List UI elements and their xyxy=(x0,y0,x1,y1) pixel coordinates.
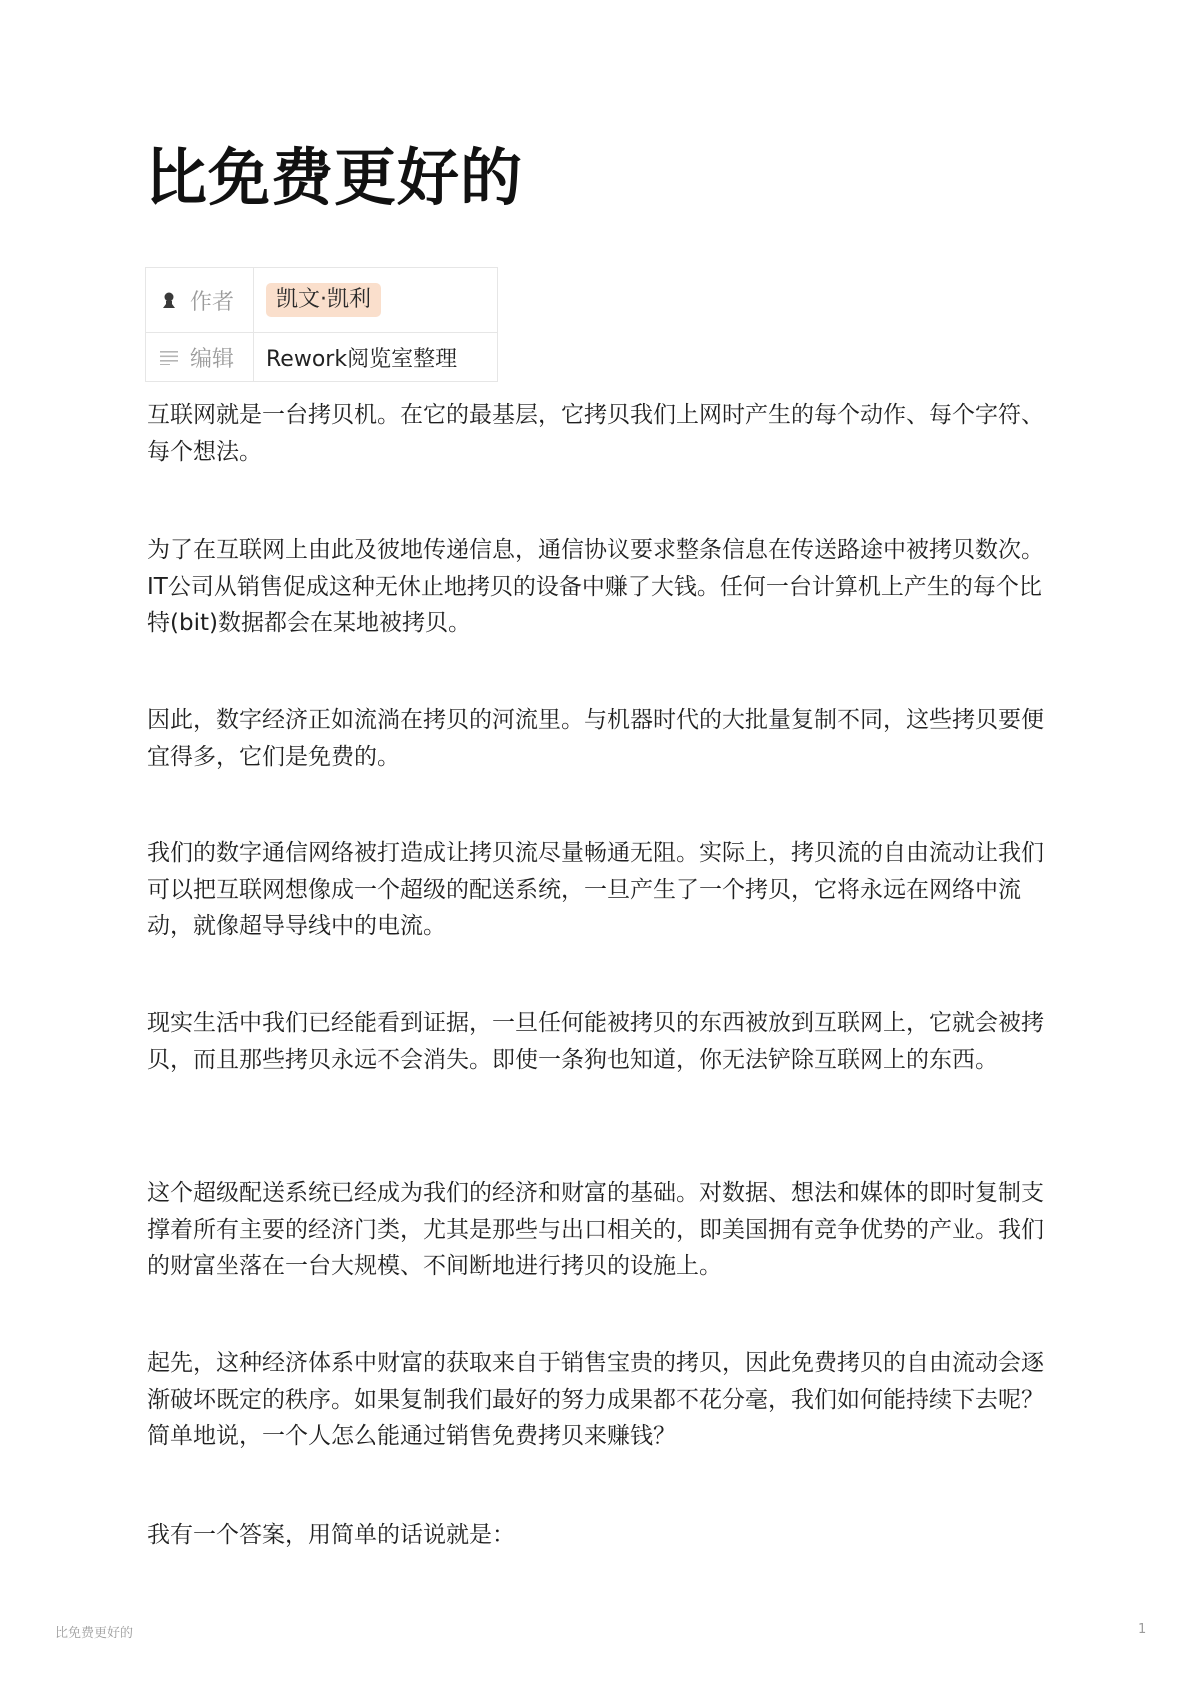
property-key-author xyxy=(146,268,254,333)
paragraph: 互联网就是一台拷贝机。在它的最基层，它拷贝我们上网时产生的每个动作、每个字符、每个想法。 xyxy=(147,402,1044,465)
property-value-editor: Rework阅览室整理 xyxy=(254,333,498,382)
paragraph: 起先，这种经济体系中财富的获取来自于销售宝贵的拷贝，因此免费拷贝的自由流动会逐渐破坏既定的秩序。如果复制我们最好的努力成果都不花分毫，我们如何能持续下去呢？简单地说，一个人怎么能通过销售免费拷贝来赚钱？ xyxy=(147,1350,1044,1449)
page-number: 1 xyxy=(1138,1622,1147,1637)
property-label-editor: 编辑 xyxy=(190,346,235,372)
person-icon xyxy=(158,289,180,311)
paragraph: 这个超级配送系统已经成为我们的经济和财富的基础。对数据、想法和媒体的即时复制支撑着所有主要的经济门类，尤其是那些与出口相关的，即美国拥有竞争优势的产业。我们的财富坐落在一台大规模、不间断地进行拷贝的设施上。 xyxy=(147,1180,1044,1279)
property-label-author: 作者 xyxy=(190,289,235,315)
author-tag[interactable]: 凯文·凯利 xyxy=(266,283,381,317)
property-row-author xyxy=(146,268,498,333)
footer-title: 比免费更好的 xyxy=(55,1626,134,1641)
property-value-author xyxy=(254,268,498,333)
text-lines-icon xyxy=(158,346,180,368)
paragraph: 我有一个答案，用简单的话说就是： xyxy=(147,1522,515,1548)
paragraph: 我们的数字通信网络被打造成让拷贝流尽量畅通无阻。实际上，拷贝流的自由流动让我们可以把互联网想像成一个超级的配送系统，一旦产生了一个拷贝，它将永远在网络中流动，就像超导导线中的电流。 xyxy=(147,840,1044,939)
properties-table xyxy=(145,267,498,382)
paragraph: 因此，数字经济正如流淌在拷贝的河流里。与机器时代的大批量复制不同，这些拷贝要便宜得多，它们是免费的。 xyxy=(147,707,1044,770)
page-title: 比免费更好的 xyxy=(145,141,524,214)
property-key-editor xyxy=(146,333,254,382)
paragraph: 为了在互联网上由此及彼地传递信息，通信协议要求整条信息在传送路途中被拷贝数次。IT公司从销售促成这种无休止地拷贝的设备中赚了大钱。任何一台计算机上产生的每个比特(bit)数据都会在某地被拷贝。 xyxy=(147,537,1044,636)
property-row-editor xyxy=(146,333,498,382)
paragraph: 现实生活中我们已经能看到证据，一旦任何能被拷贝的东西被放到互联网上，它就会被拷贝，而且那些拷贝永远不会消失。即使一条狗也知道，你无法铲除互联网上的东西。 xyxy=(147,1010,1044,1073)
